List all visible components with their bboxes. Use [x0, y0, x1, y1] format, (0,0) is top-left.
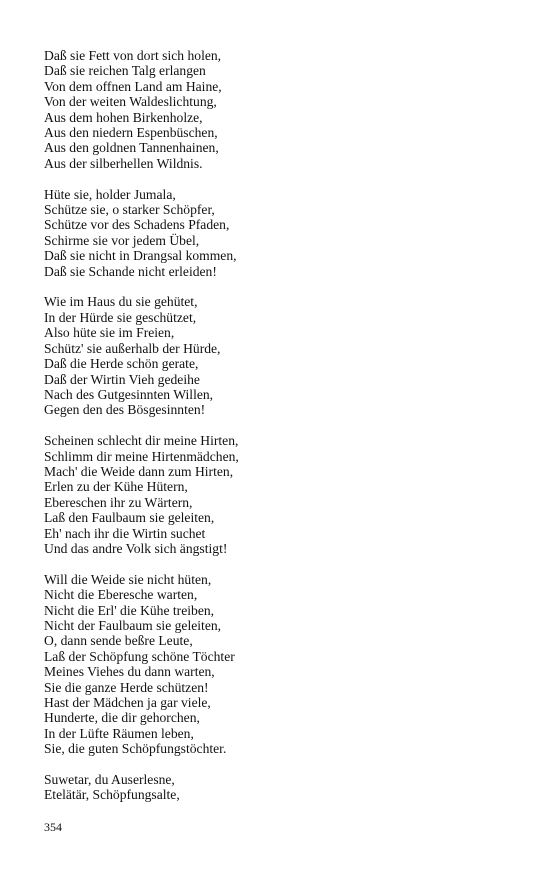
verse-line: Hüte sie, holder Jumala,: [44, 186, 176, 202]
verse-line: Sie, die guten Schöpfungstöchter.: [44, 741, 227, 757]
verse-line: Von dem offnen Land am Haine,: [44, 78, 222, 94]
verse-line: Etelätär, Schöpfungsalte,: [44, 787, 180, 803]
verse-line: Laß der Schöpfung schöne Töchter: [44, 648, 235, 664]
verse-line: Daß sie Fett von dort sich holen,: [44, 48, 222, 63]
verse-line: Erlen zu der Kühe Hütern,: [44, 479, 188, 495]
verse-line: Daß die Herde schön gerate,: [44, 356, 199, 372]
poem-text: [44, 48, 514, 818]
verse-line: Nicht der Faulbaum sie geleiten,: [44, 617, 222, 633]
verse-line: Daß der Wirtin Vieh gedeihe: [44, 371, 200, 387]
verse-line: Daß sie nicht in Drangsal kommen,: [44, 248, 237, 264]
stanza-2: [44, 187, 514, 279]
verse-line: Schütze sie, o starker Schöpfer,: [44, 202, 215, 218]
stanza-3: [44, 294, 514, 417]
verse-line: Hunderte, die dir gehorchen,: [44, 710, 200, 726]
verse-line: Will die Weide sie nicht hüten,: [44, 571, 212, 587]
verse-line: Von der weiten Waldeslichtung,: [44, 94, 217, 110]
verse-line: Nach des Gutgesinnten Willen,: [44, 386, 214, 402]
verse-line: Daß sie Schande nicht erleiden!: [44, 263, 217, 279]
verse-line: Suwetar, du Auserlesne,: [44, 772, 175, 788]
verse-line: Gegen den des Bösgesinnten!: [44, 402, 206, 418]
verse-line: Meines Viehes du dann warten,: [44, 664, 215, 680]
verse-line: Ebereschen ihr zu Wärtern,: [44, 494, 193, 510]
verse-line: Also hüte sie im Freien,: [44, 325, 175, 341]
verse-line: Schirme sie vor jedem Übel,: [44, 232, 200, 248]
stanza-6: [44, 772, 514, 803]
verse-line: Und das andre Volk sich ängstigt!: [44, 540, 228, 556]
verse-line: In der Hürde sie geschützet,: [44, 309, 197, 325]
stanza-4: [44, 433, 514, 556]
verse-line: Nicht die Eberesche warten,: [44, 587, 198, 603]
verse-line: Schütz' sie außerhalb der Hürde,: [44, 340, 221, 356]
verse-line: Nicht die Erl' die Kühe treiben,: [44, 602, 215, 618]
verse-line: Aus der silberhellen Wildnis.: [44, 155, 203, 171]
verse-line: Schütze vor des Schadens Pfaden,: [44, 217, 230, 233]
verse-line: Eh' nach ihr die Wirtin suchet: [44, 525, 206, 541]
verse-line: Laß den Faulbaum sie geleiten,: [44, 510, 215, 526]
verse-line: Aus den goldnen Tannenhainen,: [44, 140, 219, 156]
verse-line: In der Lüfte Räumen leben,: [44, 725, 194, 741]
verse-line: Aus den niedern Espenbüschen,: [44, 125, 218, 141]
verse-line: Daß sie reichen Talg erlangen: [44, 63, 206, 79]
verse-line: Schlimm dir meine Hirtenmädchen,: [44, 448, 239, 464]
verse-line: Scheinen schlecht dir meine Hirten,: [44, 433, 239, 449]
verse-line: Wie im Haus du sie gehütet,: [44, 294, 198, 310]
stanza-1: [44, 48, 514, 171]
verse-line: Aus dem hohen Birkenholze,: [44, 109, 203, 125]
stanza-5: [44, 572, 514, 757]
verse-line: Mach' die Weide dann zum Hirten,: [44, 463, 234, 479]
verse-line: Hast der Mädchen ja gar viele,: [44, 695, 211, 710]
page-number: 354: [44, 820, 62, 834]
verse-line: Sie die ganze Herde schützen!: [44, 679, 209, 695]
verse-line: O, dann sende beßre Leute,: [44, 633, 193, 649]
